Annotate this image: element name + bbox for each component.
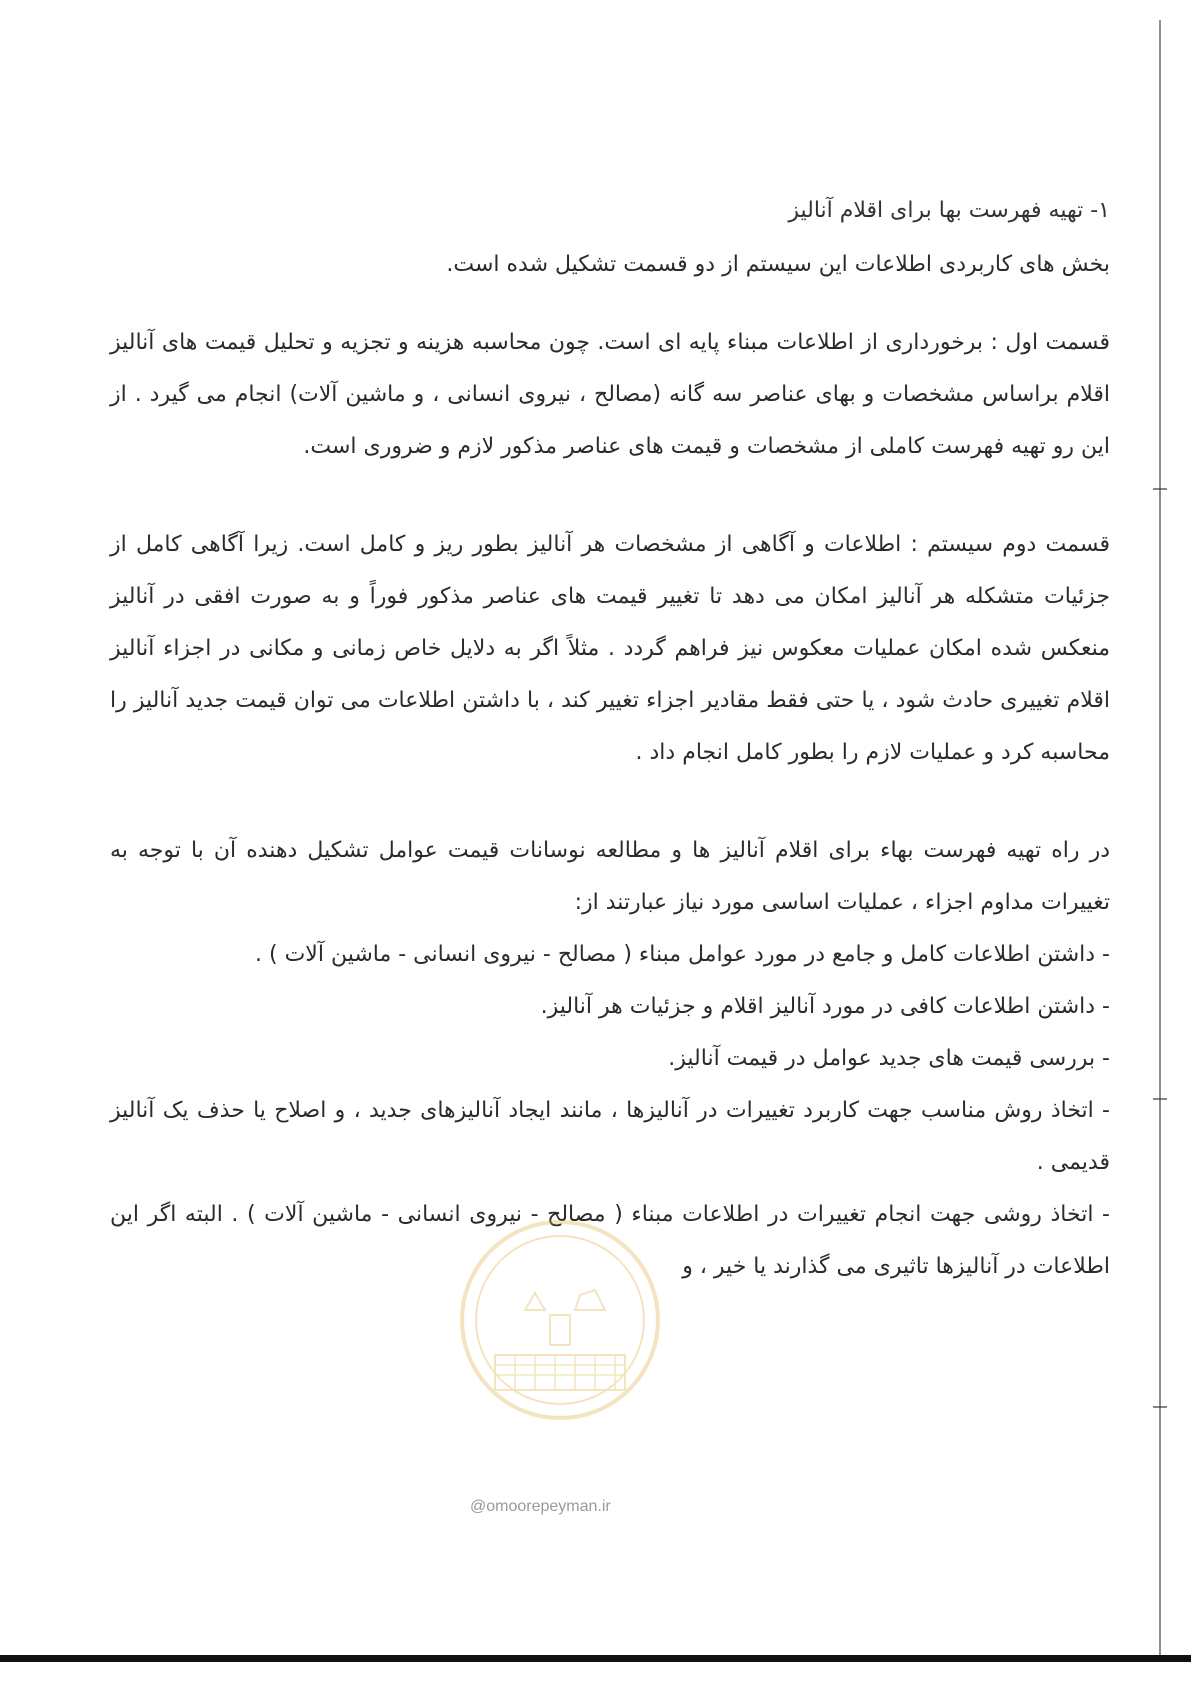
document-body: [110, 185, 1110, 1293]
page-bottom-bar: [0, 1655, 1191, 1662]
edge-tick: [1153, 488, 1167, 490]
list-item: - داشتن اطلاعات کامل و جامع در مورد عوامل مبناء ( مصالح - نیروی انسانی - ماشین آلات ) .: [255, 942, 1110, 967]
part-two-paragraph: قسمت دوم سیستم : اطلاعات و آگاهی از مشخصات هر آنالیز بطور ریز و کامل است. زیرا آگاهی کامل از جزئیات متشکله هر آنالیز امکان می دهد تا تغییر قیمت های عناصر مذکور فوراً و به صورت افقی در آنالیز منعکس شده امکان عملیات معکوس نیز فراهم گردد . مثلاً اگر به دلایل خاص زمانی و مکانی در اجزاء آنالیز اقلام تغییری حادث شود ، یا حتی فقط مقادیر اجزاء تغییر کند ، با داشتن اطلاعات می توان قیمت جدید آنالیز را محاسبه کرد و عملیات لازم را بطور کامل انجام داد .: [110, 532, 1110, 765]
intro-paragraph: بخش های کاربردی اطلاعات این سیستم از دو قسمت تشکیل شده است.: [446, 252, 1110, 277]
page-edge-line: [1159, 20, 1161, 1660]
list-item: - داشتن اطلاعات کافی در مورد آنالیز اقلام و جزئیات هر آنالیز.: [540, 994, 1110, 1019]
part-one-paragraph: قسمت اول : برخورداری از اطلاعات مبناء پایه ای است. چون محاسبه هزینه و تجزیه و تحلیل قیمت های آنالیز اقلام براساس مشخصات و بهای عناصر سه گانه (مصالح ، نیروی انسانی ، و ماشین آلات) انجام می گیرد . از این رو تهیه فهرست کاملی از مشخصات و قیمت های عناصر مذکور لازم و ضروری است.: [110, 330, 1110, 459]
list-item: - اتخاذ روش مناسب جهت کاربرد تغییرات در آنالیزها ، مانند ایجاد آنالیزهای جدید ، و اصلاح یا حذف یک آنالیز قدیمی .: [110, 1098, 1110, 1175]
requirements-intro: در راه تهیه فهرست بهاء برای اقلام آنالیز ها و مطالعه نوسانات قیمت عوامل تشکیل دهنده آن با توجه به تغییرات مداوم اجزاء ، عملیات اساسی مورد نیاز عبارتند از:: [110, 838, 1110, 915]
edge-tick: [1153, 1098, 1167, 1100]
edge-tick: [1153, 1406, 1167, 1408]
list-item: - بررسی قیمت های جدید عوامل در قیمت آنالیز.: [668, 1046, 1110, 1071]
list-item: - اتخاذ روشی جهت انجام تغییرات در اطلاعات مبناء ( مصالح - نیروی انسانی - ماشین آلات ) . البته اگر این اطلاعات در آنالیزها تاثیری می گذارند یا خیر ، و: [110, 1202, 1110, 1279]
section-heading: ۱- تهیه فهرست بها برای اقلام آنالیز: [788, 198, 1110, 223]
watermark-logo-icon: [455, 1215, 665, 1425]
watermark-url: @omoorepeyman.ir: [470, 1498, 611, 1515]
